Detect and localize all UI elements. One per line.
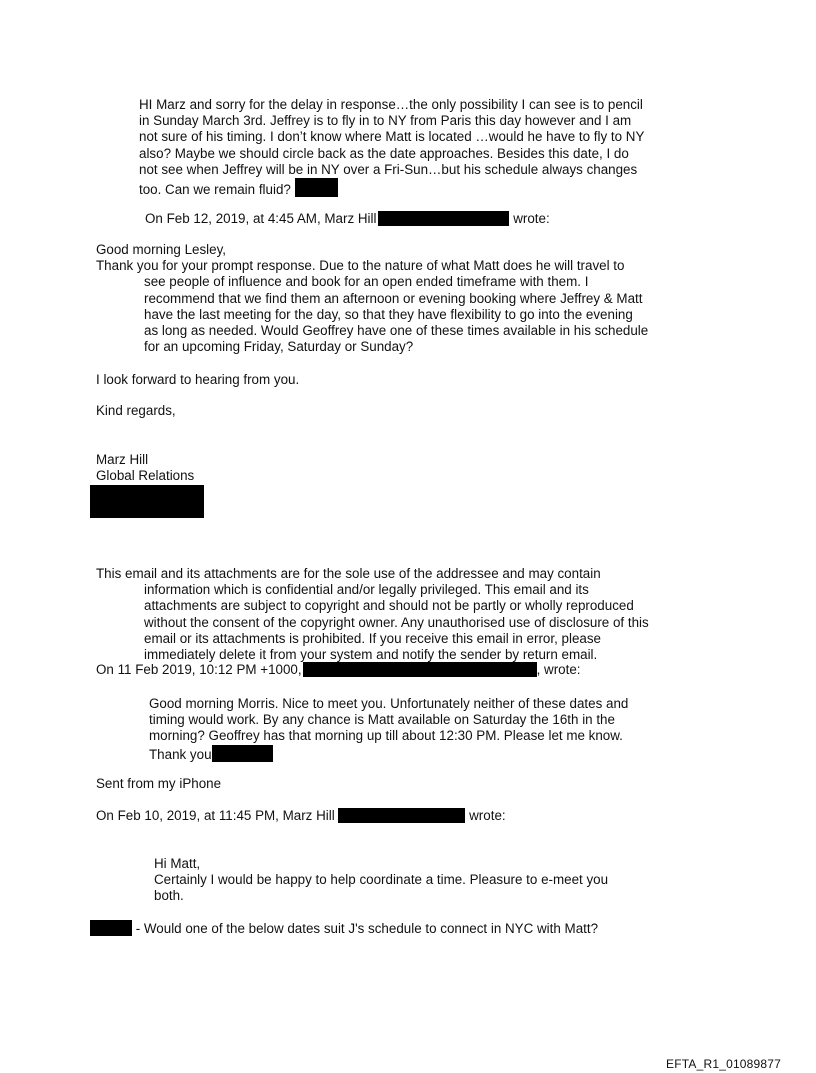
disclaimer-line-6: immediately delete it from your system and notify the sender by return email.	[144, 647, 598, 663]
marz-look-forward: I look forward to hearing from you.	[96, 372, 300, 387]
reply-lesley-line-5: not see when Jeffrey will be in NY over a Fri-Sun…but his schedule always changes	[139, 161, 638, 177]
header-feb10-suffix: wrote:	[469, 808, 506, 823]
header-feb12-suffix: wrote:	[513, 211, 550, 226]
intro-question-text: - Would one of the below dates suit J's schedule to connect in NYC with Matt?	[135, 921, 599, 936]
marz-body-line-4: have the last meeting for the day, so that they have flexibility to go into the evening	[144, 306, 633, 322]
marz-body-line-6: for an upcoming Friday, Saturday or Sunday?	[144, 339, 414, 355]
redaction-box	[90, 485, 204, 518]
intro-question	[90, 920, 598, 937]
header-feb10	[96, 808, 506, 824]
header-feb11	[96, 662, 581, 678]
disclaimer-line-5: email or its attachments is prohibited. If you receive this email in error, please	[144, 630, 601, 646]
redaction-box	[338, 808, 465, 823]
marz-email-block	[96, 242, 648, 355]
marz-body-line-1: Thank you for your prompt response. Due to the nature of what Matt does he will travel to	[96, 258, 625, 274]
reply-lesley-line-6	[139, 178, 644, 198]
reply-lesley-line-3: not sure of his timing. I don’t know where Matt is located …would he have to fly to NY	[139, 129, 645, 145]
reply-lesley-line-2: in Sunday March 3rd. Jeffrey is to fly in to NY from Paris this day however and I am	[139, 113, 632, 129]
disclaimer-line-4: without the consent of the copyright owner. Any unauthorised use of disclosure of this	[144, 614, 649, 630]
signature-name: Marz Hill	[96, 452, 149, 467]
marz-regards: Kind regards,	[96, 403, 176, 418]
redaction-box	[90, 920, 132, 936]
marz-body-line-2: see people of influence and book for an open ended timeframe with them. I	[144, 274, 589, 290]
intro-line-1: Certainly I would be happy to help coordinate a time. Pleasure to e-meet you	[154, 872, 609, 888]
intro-greeting: Hi Matt,	[154, 856, 201, 871]
header-feb10-prefix: On Feb 10, 2019, at 11:45 PM, Marz Hill	[96, 808, 335, 823]
reply-lesley-closing: too. Can we remain fluid?	[139, 182, 291, 198]
redaction-box	[378, 211, 509, 226]
intro-email-block	[154, 856, 608, 905]
reply-morris-line-2: timing would work. By any chance is Matt available on Saturday the 16th in the	[149, 712, 615, 728]
reply-morris-line-4	[149, 745, 628, 763]
sent-from-iphone: Sent from my iPhone	[96, 776, 222, 791]
header-feb12	[145, 211, 550, 227]
reply-morris-line-1: Good morning Morris. Nice to meet you. Unfortunately neither of these dates and	[149, 696, 629, 711]
reply-lesley-line-1: HI Marz and sorry for the delay in response…the only possibility I can see is to pencil	[139, 97, 643, 112]
marz-body-line-3: recommend that we find them an afternoon or evening booking where Jeffrey & Matt	[144, 290, 643, 306]
redaction-box	[212, 745, 273, 762]
header-feb11-prefix: On 11 Feb 2019, 10:12 PM +1000,	[96, 662, 302, 677]
reply-lesley-line-4: also? Maybe we should circle back as the date approaches. Besides this date, I do	[139, 145, 629, 161]
intro-line-2: both.	[154, 888, 184, 904]
reply-morris-closing: Thank you	[149, 746, 212, 762]
reply-morris-line-3: morning? Geoffrey has that morning up till about 12:30 PM. Please let me know.	[149, 728, 623, 744]
redaction-box	[303, 662, 537, 677]
marz-greeting: Good morning Lesley,	[96, 242, 227, 257]
document-id: EFTA_R1_01089877	[666, 1057, 782, 1071]
disclaimer-line-1: This email and its attachments are for the sole use of the addressee and may contain	[96, 566, 601, 581]
marz-body-line-5: as long as needed. Would Geoffrey have one of these times available in his schedule	[144, 323, 649, 339]
disclaimer-line-2: information which is confidential and/or legally privileged. This email and its	[144, 582, 589, 598]
reply-morris-block	[149, 696, 628, 763]
header-feb11-suffix: , wrote:	[536, 662, 581, 677]
signature-title: Global Relations	[96, 468, 195, 484]
header-feb12-prefix: On Feb 12, 2019, at 4:45 AM, Marz Hill	[145, 211, 377, 226]
disclaimer-block	[96, 566, 649, 663]
disclaimer-line-3: attachments are subject to copyright and should not be partly or wholly reproduced	[144, 598, 634, 614]
reply-lesley-block	[139, 97, 644, 198]
marz-signature	[96, 452, 194, 484]
redaction-box	[295, 178, 338, 197]
